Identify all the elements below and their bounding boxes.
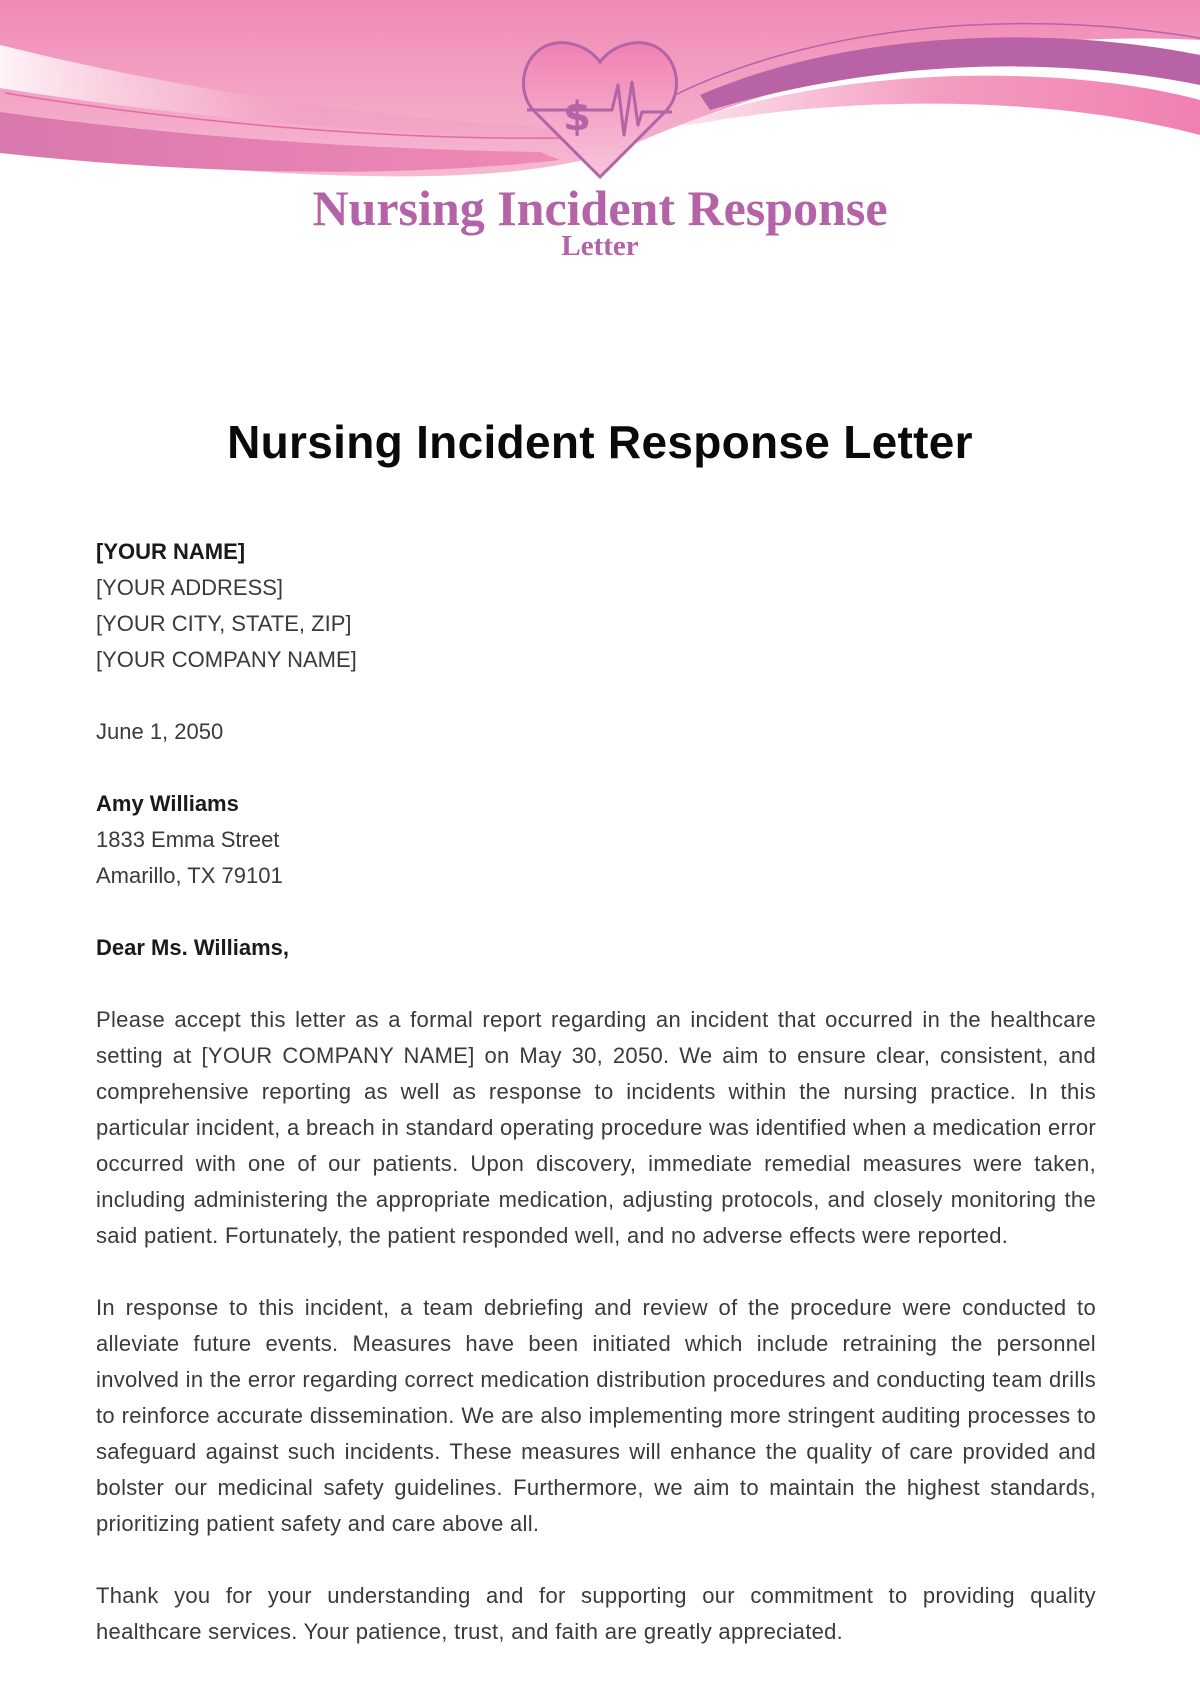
sender-city-state-zip: [YOUR CITY, STATE, ZIP] [96, 611, 352, 636]
recipient-city-state-zip: Amarillo, TX 79101 [96, 863, 283, 888]
brand-subtitle: Letter [561, 230, 639, 262]
recipient-street: 1833 Emma Street [96, 827, 280, 852]
letter-date: June 1, 2050 [96, 719, 224, 744]
svg-text:$: $ [563, 94, 591, 140]
brand-heading [0, 180, 1200, 260]
header-banner [0, 0, 1200, 200]
sender-block [96, 534, 1096, 678]
document-title: Nursing Incident Response Letter [227, 416, 973, 468]
brand-title: Nursing Incident Response [312, 180, 888, 236]
paragraph-closing: Thank you for your understanding and for supporting our commitment to providing quality healthcare services. Your patience, trust, and faith are greatly appreciated. [96, 1583, 1096, 1644]
recipient-name: Amy Williams [96, 791, 239, 816]
paragraph-incident-report: Please accept this letter as a formal report regarding an incident that occurred in the healthcare setting at [YOUR COMPANY NAME] on May 30, 2050. We aim to ensure clear, consistent, and comprehensive reporting as well as response to incidents within the nursing practice. In this particular incident, a breach in standard operating procedure was identified when a medication error occurred with one of our patients. Upon discovery, immediate remedial measures were taken, including administering the appropriate medication, adjusting protocols, and closely monitoring the said patient. Fortunately, the patient responded well, and no adverse effects were reported. [96, 1007, 1096, 1248]
sender-address: [YOUR ADDRESS] [96, 575, 284, 600]
salutation: Dear Ms. Williams, [96, 935, 289, 960]
paragraph-corrective-measures: In response to this incident, a team debriefing and review of the procedure were conducted to alleviate future events. Measures have been initiated which include retraining the personnel involved in the error regarding correct medication distribution procedures and conducting team drills to reinforce accurate dissemination. We are also implementing more stringent auditing processes to safeguard against such incidents. These measures will enhance the quality of care provided and bolster our medicinal safety guidelines. Furthermore, we aim to maintain the highest standards, prioritizing patient safety and care above all. [96, 1295, 1096, 1536]
sender-company: [YOUR COMPANY NAME] [96, 647, 357, 672]
recipient-block [96, 786, 1096, 894]
sender-name: [YOUR NAME] [96, 539, 246, 564]
letter-body [96, 534, 1096, 1650]
wave-decoration [0, 0, 1200, 200]
